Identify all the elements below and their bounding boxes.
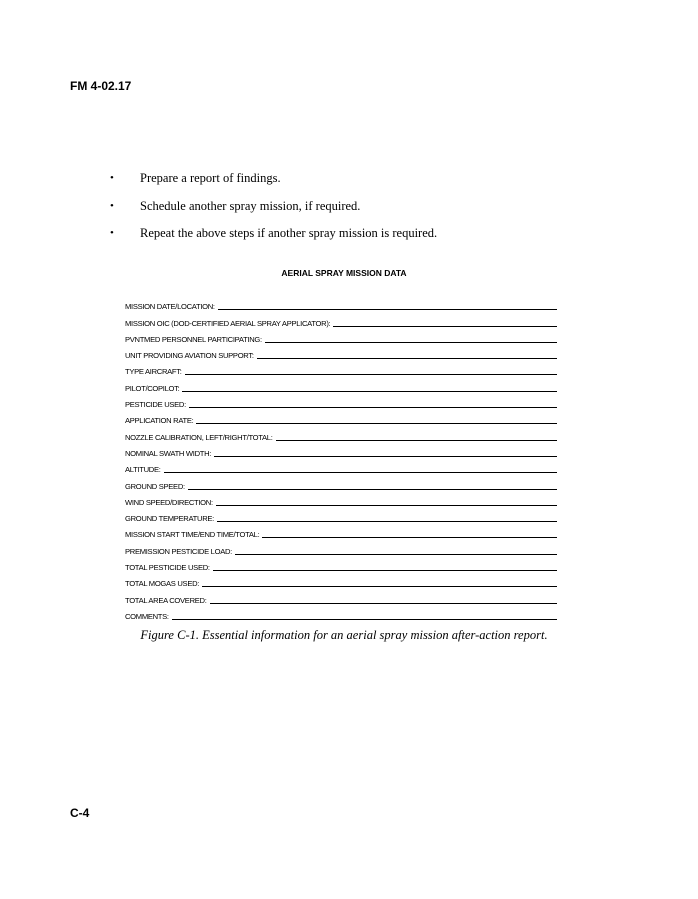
bullet-icon: • bbox=[110, 227, 114, 239]
field-label: TOTAL PESTICIDE USED: bbox=[125, 563, 210, 573]
field-label: MISSION OIC (DOD-CERTIFIED AERIAL SPRAY APPLICATOR): bbox=[125, 318, 331, 328]
bullet-list bbox=[110, 170, 437, 253]
bullet-icon: • bbox=[110, 199, 114, 212]
field-blank-line bbox=[196, 423, 557, 424]
field-blank-line bbox=[257, 358, 557, 359]
field-label: TOTAL MOGAS USED: bbox=[125, 579, 200, 589]
form-field-row bbox=[125, 589, 557, 605]
list-item bbox=[110, 170, 437, 198]
field-blank-line bbox=[185, 374, 557, 375]
mission-data-form bbox=[125, 296, 557, 622]
form-field-row bbox=[125, 557, 557, 573]
field-blank-line bbox=[213, 570, 557, 571]
form-field-row bbox=[125, 508, 557, 524]
bullet-text: Repeat the above steps if another spray mission is required. bbox=[140, 226, 438, 240]
field-label: WIND SPEED/DIRECTION: bbox=[125, 497, 213, 507]
field-blank-line bbox=[276, 440, 557, 441]
field-label: TYPE AIRCRAFT: bbox=[125, 367, 182, 377]
form-field-row bbox=[125, 377, 557, 393]
form-field-row bbox=[125, 492, 557, 508]
field-label: PILOT/COPILOT: bbox=[125, 383, 180, 393]
bullet-text: Schedule another spray mission, if required. bbox=[140, 198, 361, 213]
form-field-row bbox=[125, 443, 557, 459]
field-label: APPLICATION RATE: bbox=[125, 416, 194, 426]
field-label: COMMENTS: bbox=[125, 611, 169, 621]
form-field-row bbox=[125, 361, 557, 377]
field-label: PESTICIDE USED: bbox=[125, 400, 186, 410]
field-blank-line bbox=[210, 603, 557, 604]
list-item bbox=[110, 225, 437, 253]
field-label: PVNTMED PERSONNEL PARTICIPATING: bbox=[125, 334, 262, 344]
form-field-row bbox=[125, 573, 557, 589]
field-blank-line bbox=[216, 505, 557, 506]
form-field-row bbox=[125, 524, 557, 540]
form-field-row bbox=[125, 345, 557, 361]
bullet-text: Prepare a report of findings. bbox=[140, 171, 281, 185]
field-label: NOMINAL SWATH WIDTH: bbox=[125, 448, 212, 458]
list-item bbox=[110, 198, 437, 226]
field-label: GROUND TEMPERATURE: bbox=[125, 514, 214, 524]
field-blank-line bbox=[188, 489, 557, 490]
field-blank-line bbox=[182, 391, 557, 392]
field-label: MISSION DATE/LOCATION: bbox=[125, 302, 215, 312]
form-field-row bbox=[125, 475, 557, 491]
field-label: NOZZLE CALIBRATION, LEFT/RIGHT/TOTAL: bbox=[125, 432, 273, 442]
form-field-row bbox=[125, 329, 557, 345]
form-field-row bbox=[125, 426, 557, 442]
figure-caption: Figure C-1. Essential information for an aerial spray mission after-action report. bbox=[140, 628, 548, 642]
document-id: FM 4-02.17 bbox=[70, 79, 132, 93]
field-blank-line bbox=[235, 554, 557, 555]
field-blank-line bbox=[217, 521, 557, 522]
field-blank-line bbox=[164, 472, 557, 473]
form-title: AERIAL SPRAY MISSION DATA bbox=[281, 268, 407, 278]
field-label: MISSION START TIME/END TIME/TOTAL: bbox=[125, 530, 260, 540]
field-blank-line bbox=[189, 407, 557, 408]
field-blank-line bbox=[214, 456, 557, 457]
field-blank-line bbox=[333, 326, 557, 327]
field-blank-line bbox=[262, 537, 557, 538]
field-label: TOTAL AREA COVERED: bbox=[125, 595, 207, 605]
form-field-row bbox=[125, 606, 557, 622]
field-label: ALTITUDE: bbox=[125, 465, 161, 475]
form-field-row bbox=[125, 540, 557, 556]
field-blank-line bbox=[218, 309, 557, 310]
field-blank-line bbox=[202, 586, 557, 587]
form-field-row bbox=[125, 459, 557, 475]
field-label: UNIT PROVIDING AVIATION SUPPORT: bbox=[125, 351, 254, 361]
page-number: C-4 bbox=[70, 806, 90, 820]
form-field-row bbox=[125, 394, 557, 410]
field-label: PREMISSION PESTICIDE LOAD: bbox=[125, 546, 232, 556]
bullet-icon: • bbox=[110, 172, 114, 184]
form-field-row bbox=[125, 410, 557, 426]
field-label: GROUND SPEED: bbox=[125, 481, 185, 491]
field-blank-line bbox=[265, 342, 557, 343]
form-field-row bbox=[125, 296, 557, 312]
field-blank-line bbox=[172, 619, 557, 620]
form-field-row bbox=[125, 312, 557, 328]
